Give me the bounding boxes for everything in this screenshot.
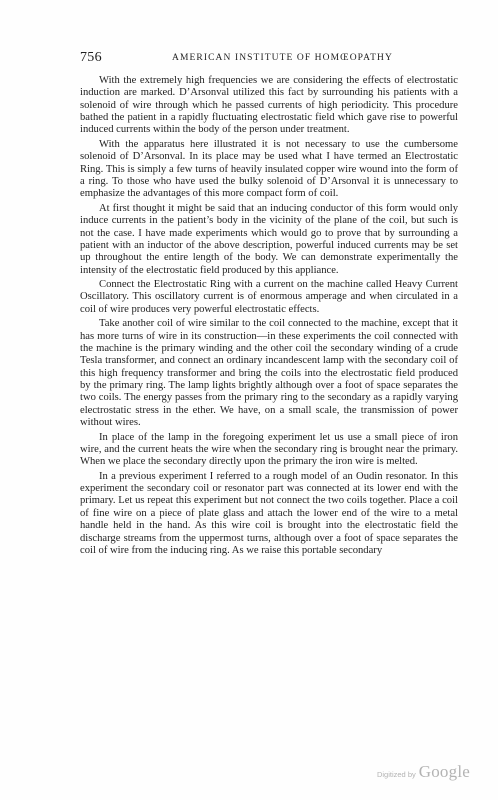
page-header bbox=[80, 50, 458, 68]
paragraph-7: In a previous experiment I referred to a rough model of an Oudin resonator. In this experiment the secondary coil or resonator part was connected at its lower end with the primary. Let us repeat this experiment but not connect the two coils together. Place a coil of fine wire on a piece of plate glass and attach the lower end of the wire to a metal handle held in the hand. As this wire coil is brought into the electrostatic field the discharge streams from the uppermost turns, although over a foot of space separates the coil of wire from the inducing ring. As we raise this portable secondary bbox=[80, 470, 458, 556]
paragraph-4: Connect the Electrostatic Ring with a current on the machine called Heavy Current Oscillatory. This oscillatory current is of enormous amperage and when circulated in a coil of wire produces very powerful electrostatic effects. bbox=[80, 279, 458, 315]
paragraph-3: At first thought it might be said that an inducing conductor of this form would only induce currents in the patient’s body in the vicinity of the plane of the coil, but such is not the case. I have made experiments which would go to prove that by surrounding a patient with an inductor of the above description, powerful induced currents may be set up throughout the entire length of the body. We can demonstrate experimentally the intensity of the electrostatic field produced by this appliance. bbox=[80, 202, 458, 276]
watermark-prefix: Digitized by bbox=[376, 770, 416, 779]
body-text bbox=[80, 75, 458, 559]
running-head: AMERICAN INSTITUTE OF HOMŒOPATHY bbox=[172, 53, 393, 63]
paragraph-6: In place of the lamp in the foregoing experiment let us use a small piece of iron wire, and the current heats the wire when the secondary ring is brought near the primary. When we place the secondary directly upon the primary the iron wire is melted. bbox=[80, 431, 458, 468]
page-number: 756 bbox=[80, 50, 102, 65]
google-logo: Google bbox=[418, 762, 470, 781]
paragraph-2: With the apparatus here illustrated it is not necessary to use the cumbersome solenoid of D’Arsonval. In its place may be used what I have termed an Electrostatic Ring. This is simply a few turns of heavily insulated copper wire wound into the form of a ring. To those who have used the bulky solenoid of D’Arsonval it is unnecessary to emphasize the advantages of this more compact form of coil. bbox=[80, 138, 458, 200]
paragraph-5: Take another coil of wire similar to the coil connected to the machine, except that it has more turns of wire in its construction—in these experiments the coil connected with the machine is the primary winding and the other coil the secondary winding of a crude Tesla transformer, and connect an ordinary incandescent lamp with the secondary coil of this high frequency transformer and bring the coils into the electrostatic field produced by the primary ring. The lamp lights brightly although over a foot of space separates the two coils. The energy passes from the primary ring to the secondary as a rapidly varying electrostatic stress in the ether. We have, on a small scale, the transmission of power without wires. bbox=[80, 318, 458, 429]
paragraph-1: With the extremely high frequencies we are considering the effects of electrostatic induction are marked. D’Arsonval utilized this fact by surrounding his patients with a solenoid of wire through which he passed currents of high periodicity. This procedure bathed the patient in a rapidly fluctuating electrostatic field which gave rise to powerful induced currents within the body of the person under treatment. bbox=[80, 75, 458, 136]
digitized-by-google-watermark bbox=[377, 762, 470, 782]
